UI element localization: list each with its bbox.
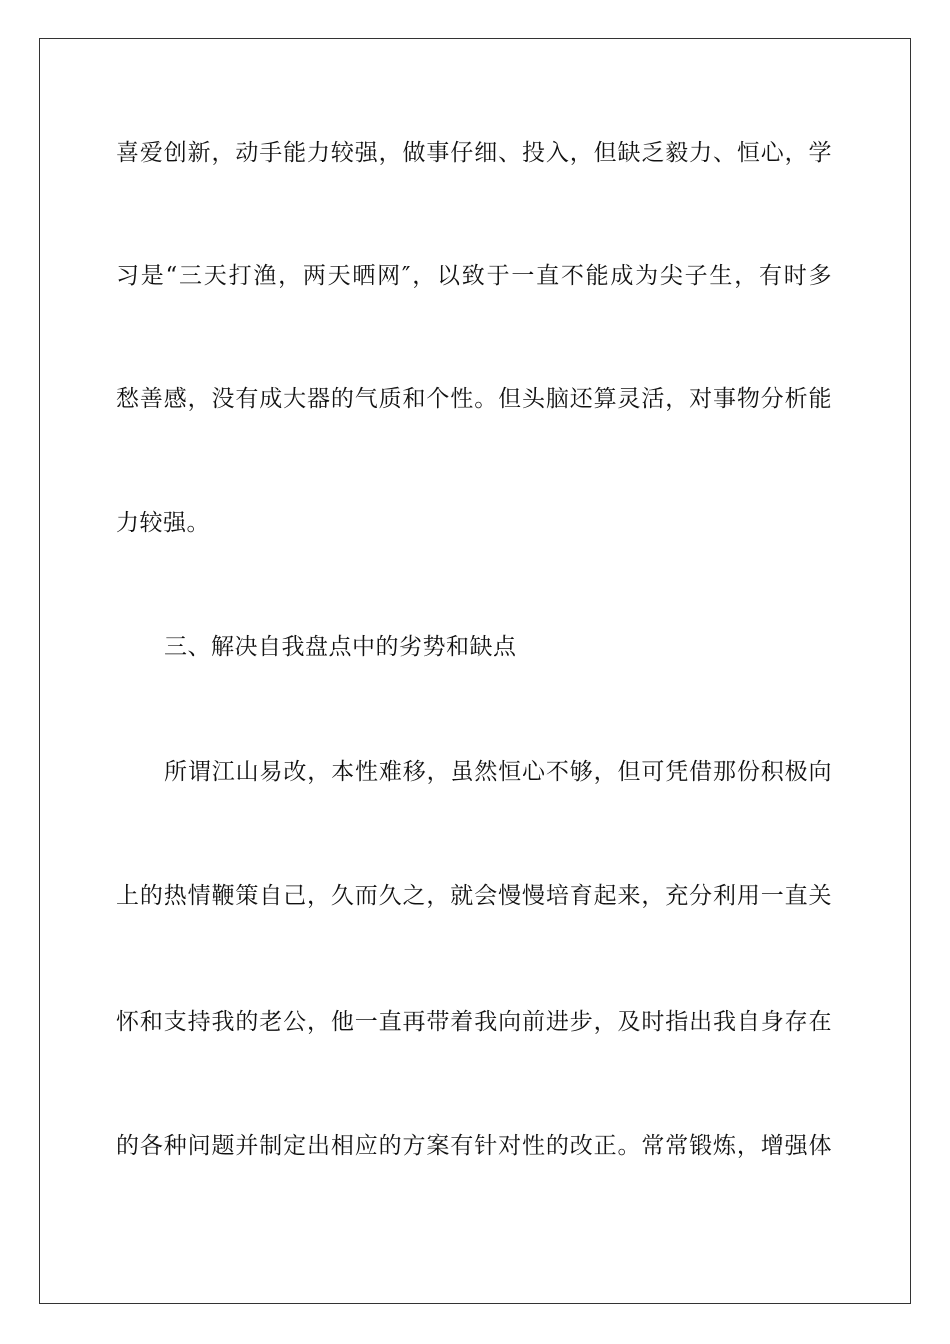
paragraph-1-line-2: 习是“三天打渔，两天晒网″，以致于一直不能成为尖子生，有时多 xyxy=(116,263,832,289)
paragraph-1-line-1: 喜爱创新，动手能力较强，做事仔细、投入，但缺乏毅力、恒心，学 xyxy=(116,140,832,166)
paragraph-2-line-1: 所谓江山易改，本性难移，虽然恒心不够，但可凭借那份积极向 xyxy=(164,759,832,785)
paragraph-1-line-4: 力较强。 xyxy=(116,510,210,536)
page-border xyxy=(39,38,911,1304)
paragraph-2-line-4: 的各种问题并制定出相应的方案有针对性的改正。常常锻炼，增强体 xyxy=(116,1133,832,1159)
paragraph-2-line-2: 上的热情鞭策自己，久而久之，就会慢慢培育起来，充分利用一直关 xyxy=(116,883,832,909)
paragraph-2-line-3: 怀和支持我的老公，他一直再带着我向前进步，及时指出我自身存在 xyxy=(116,1009,832,1035)
paragraph-1-line-3: 愁善感，没有成大器的气质和个性。但头脑还算灵活，对事物分析能 xyxy=(116,386,832,412)
section-heading-3: 三、解决自我盘点中的劣势和缺点 xyxy=(164,634,517,660)
